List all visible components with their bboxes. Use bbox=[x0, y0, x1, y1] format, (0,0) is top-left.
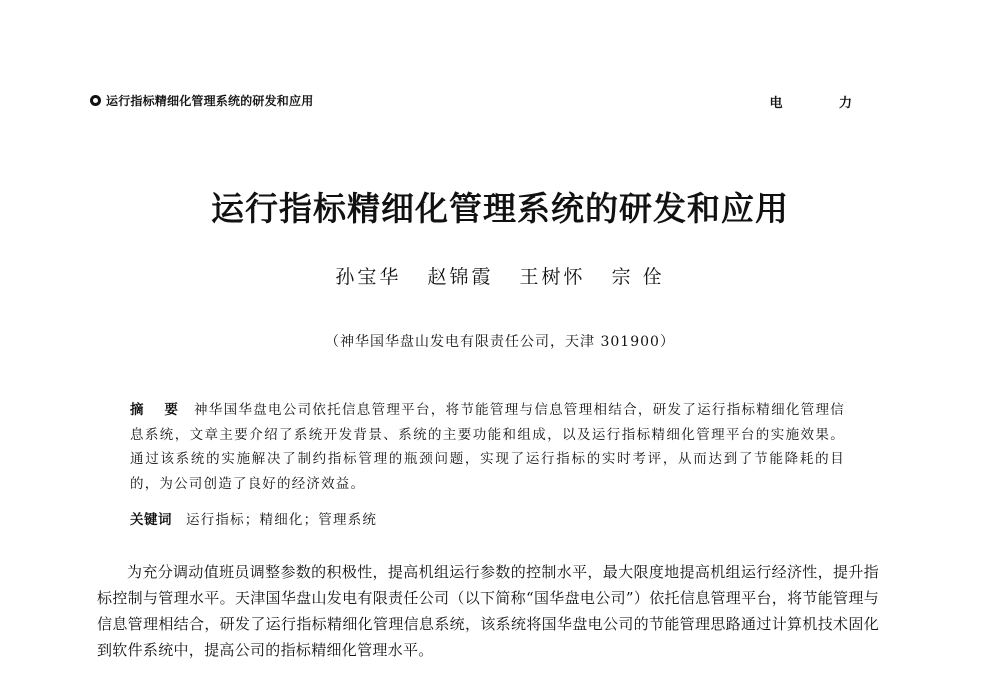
keywords-text: 运行指标；精细化；管理系统 bbox=[186, 512, 378, 528]
running-header-left bbox=[90, 92, 313, 109]
author-list bbox=[0, 262, 1000, 289]
body-paragraph: 为充分调动值班员调整参数的积极性，提高机组运行参数的控制水平，最大限度地提高机组运行经济性，提升指标控制与管理水平。天津国华盘山发电有限责任公司（以下简称“国华盘电公司”）依托信息管理平台，将节能管理与信息管理相结合，研发了运行指标精细化管理信息系统，该系统将国华盘电公司的节能管理思路通过计算机技术固化到软件系统中，提高公司的指标精细化管理水平。 bbox=[97, 563, 879, 659]
abstract-label: 摘 要 bbox=[130, 402, 186, 418]
author-name: 孙宝华 bbox=[335, 266, 402, 288]
keywords-block bbox=[130, 508, 377, 528]
running-header bbox=[90, 92, 880, 112]
author-affiliation: （神华国华盘山发电有限责任公司，天津 301900） bbox=[325, 334, 675, 350]
paper-title: 运行指标精细化管理系统的研发和应用 bbox=[211, 189, 789, 228]
bullet-circle-icon bbox=[90, 95, 101, 106]
author-name: 赵锦霞 bbox=[427, 266, 494, 288]
running-header-section-title: 运行指标精细化管理系统的研发和应用 bbox=[106, 94, 314, 108]
abstract-text: 神华国华盘电公司依托信息管理平台，将节能管理与信息管理相结合，研发了运行指标精细化管理信息系统，文章主要介绍了系统开发背景、系统的主要功能和组成，以及运行指标精细化管理平台的实施效果。通过该系统的实施解决了制约指标管理的瓶颈问题，实现了运行指标的实时考评，从而达到了节能降耗的目的，为公司创造了良好的经济效益。 bbox=[130, 402, 845, 492]
keywords-label: 关键词 bbox=[130, 512, 172, 528]
running-header-journal-name: 电 力 bbox=[769, 96, 878, 111]
author-name: 王树怀 bbox=[519, 266, 586, 288]
abstract-block bbox=[130, 398, 845, 496]
author-name: 宗 佺 bbox=[611, 266, 665, 288]
